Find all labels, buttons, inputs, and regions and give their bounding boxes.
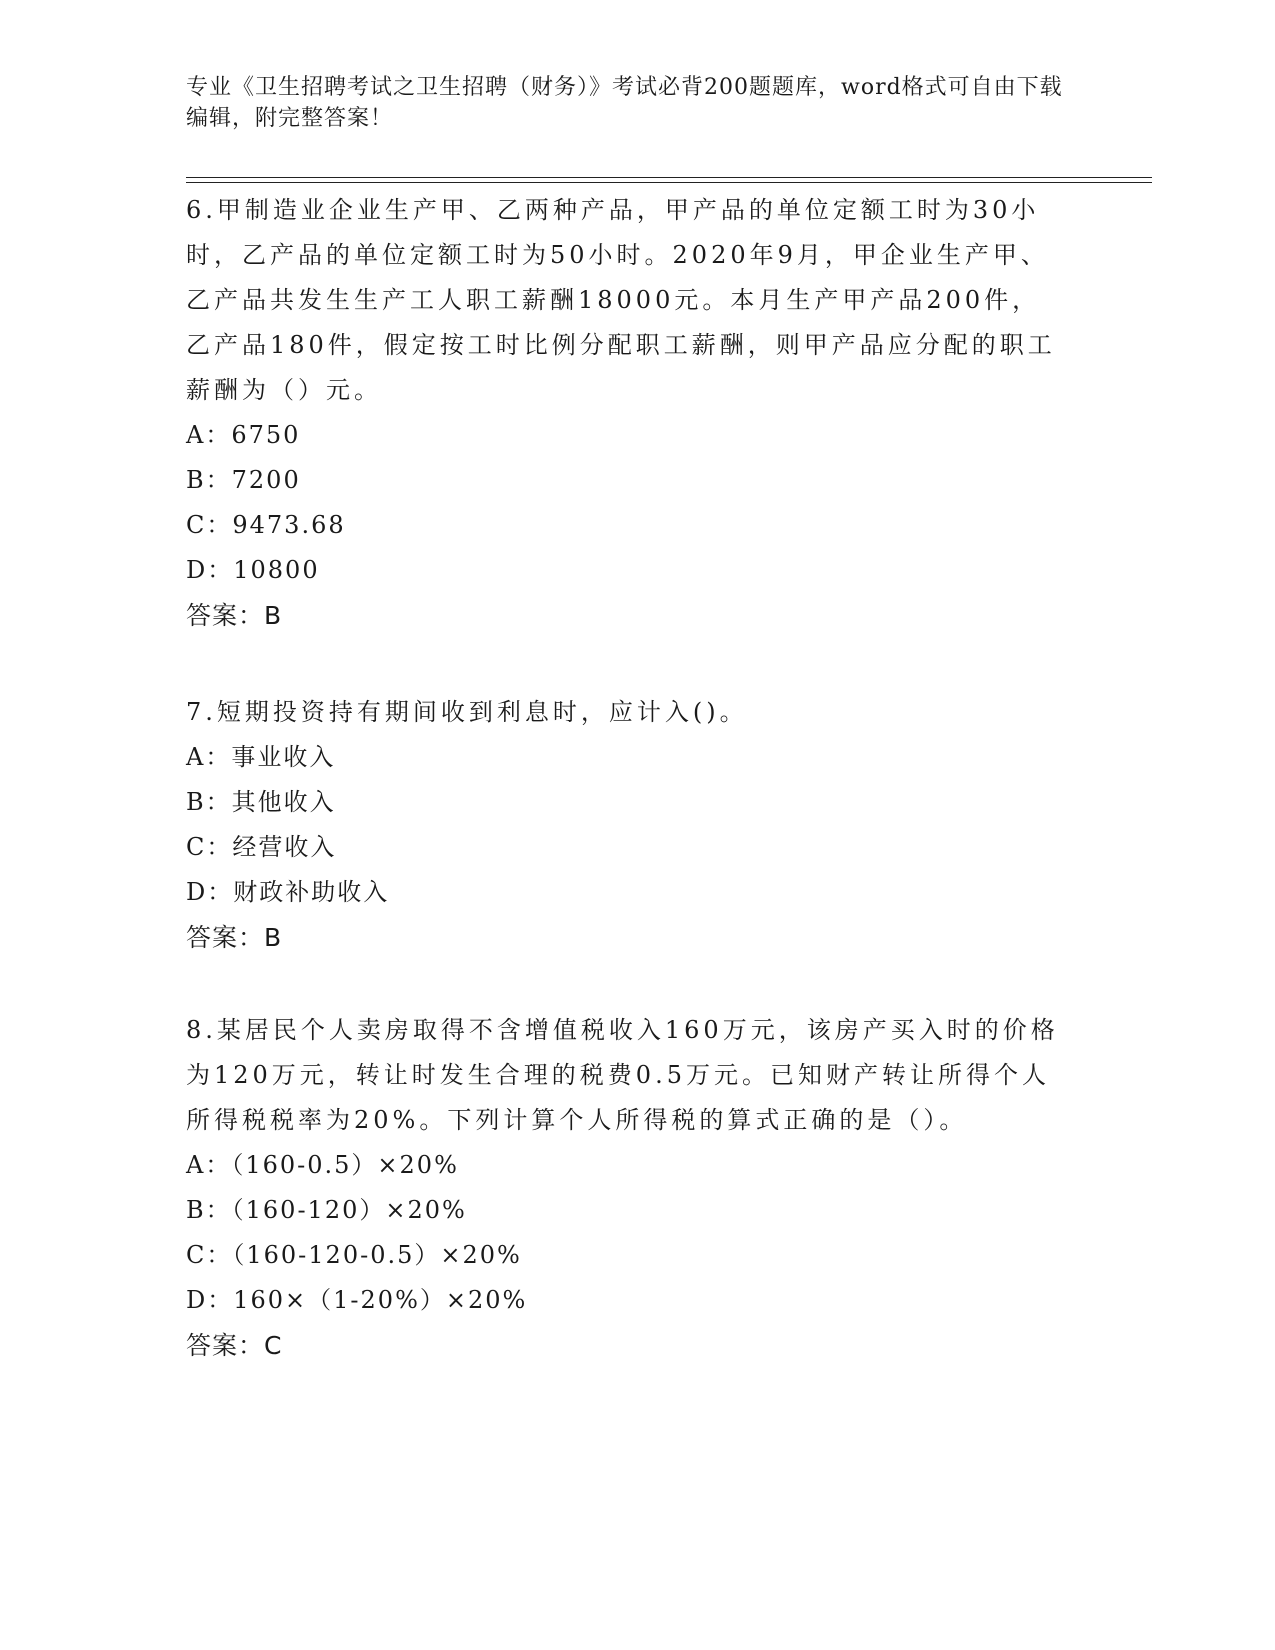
answer-line: 答案：B <box>186 923 283 952</box>
answer-line: 答案：C <box>186 1331 283 1360</box>
option-a: A：（160-0.5）×20% <box>186 1151 459 1179</box>
question-stem: 8.某居民个人卖房取得不含增值税收入160万元，该房产买入时的价格为120万元，转让时发生合理的税费0.5万元。已知财产转让所得个人所得税税率为20%。下列计算个人所得税的算式正确的是（）。 <box>186 1016 1059 1134</box>
option-b: B：7200 <box>186 466 301 494</box>
option-c: C：9473.68 <box>186 511 346 539</box>
option-d: D：10800 <box>186 556 320 584</box>
option-a: A：事业收入 <box>186 743 336 771</box>
header-divider-top <box>186 177 1152 178</box>
header-divider-bottom <box>186 182 1152 183</box>
option-d: D：财政补助收入 <box>186 878 390 906</box>
question-8 <box>186 1008 1066 1368</box>
question-stem: 6.甲制造业企业生产甲、乙两种产品，甲产品的单位定额工时为30小时，乙产品的单位定额工时为50小时。2020年9月，甲企业生产甲、乙产品共发生生产工人职工薪酬18000元。本月生产甲产品200件，乙产品180件，假定按工时比例分配职工薪酬，则甲产品应分配的职工薪酬为（）元。 <box>186 196 1056 404</box>
option-c: C：（160-120-0.5）×20% <box>186 1241 522 1269</box>
question-6 <box>186 188 1066 638</box>
option-a: A：6750 <box>186 421 301 449</box>
option-c: C：经营收入 <box>186 833 337 861</box>
question-stem: 7.短期投资持有期间收到利息时，应计入()。 <box>186 698 748 726</box>
question-7 <box>186 690 1066 960</box>
option-b: B：（160-120）×20% <box>186 1196 467 1224</box>
document-header: 专业《卫生招聘考试之卫生招聘（财务）》考试必背200题题库，word格式可自由下载编辑，附完整答案！ <box>186 75 1063 131</box>
option-b: B：其他收入 <box>186 788 336 816</box>
answer-line: 答案：B <box>186 601 283 630</box>
option-d: D：160×（1-20%）×20% <box>186 1286 528 1314</box>
